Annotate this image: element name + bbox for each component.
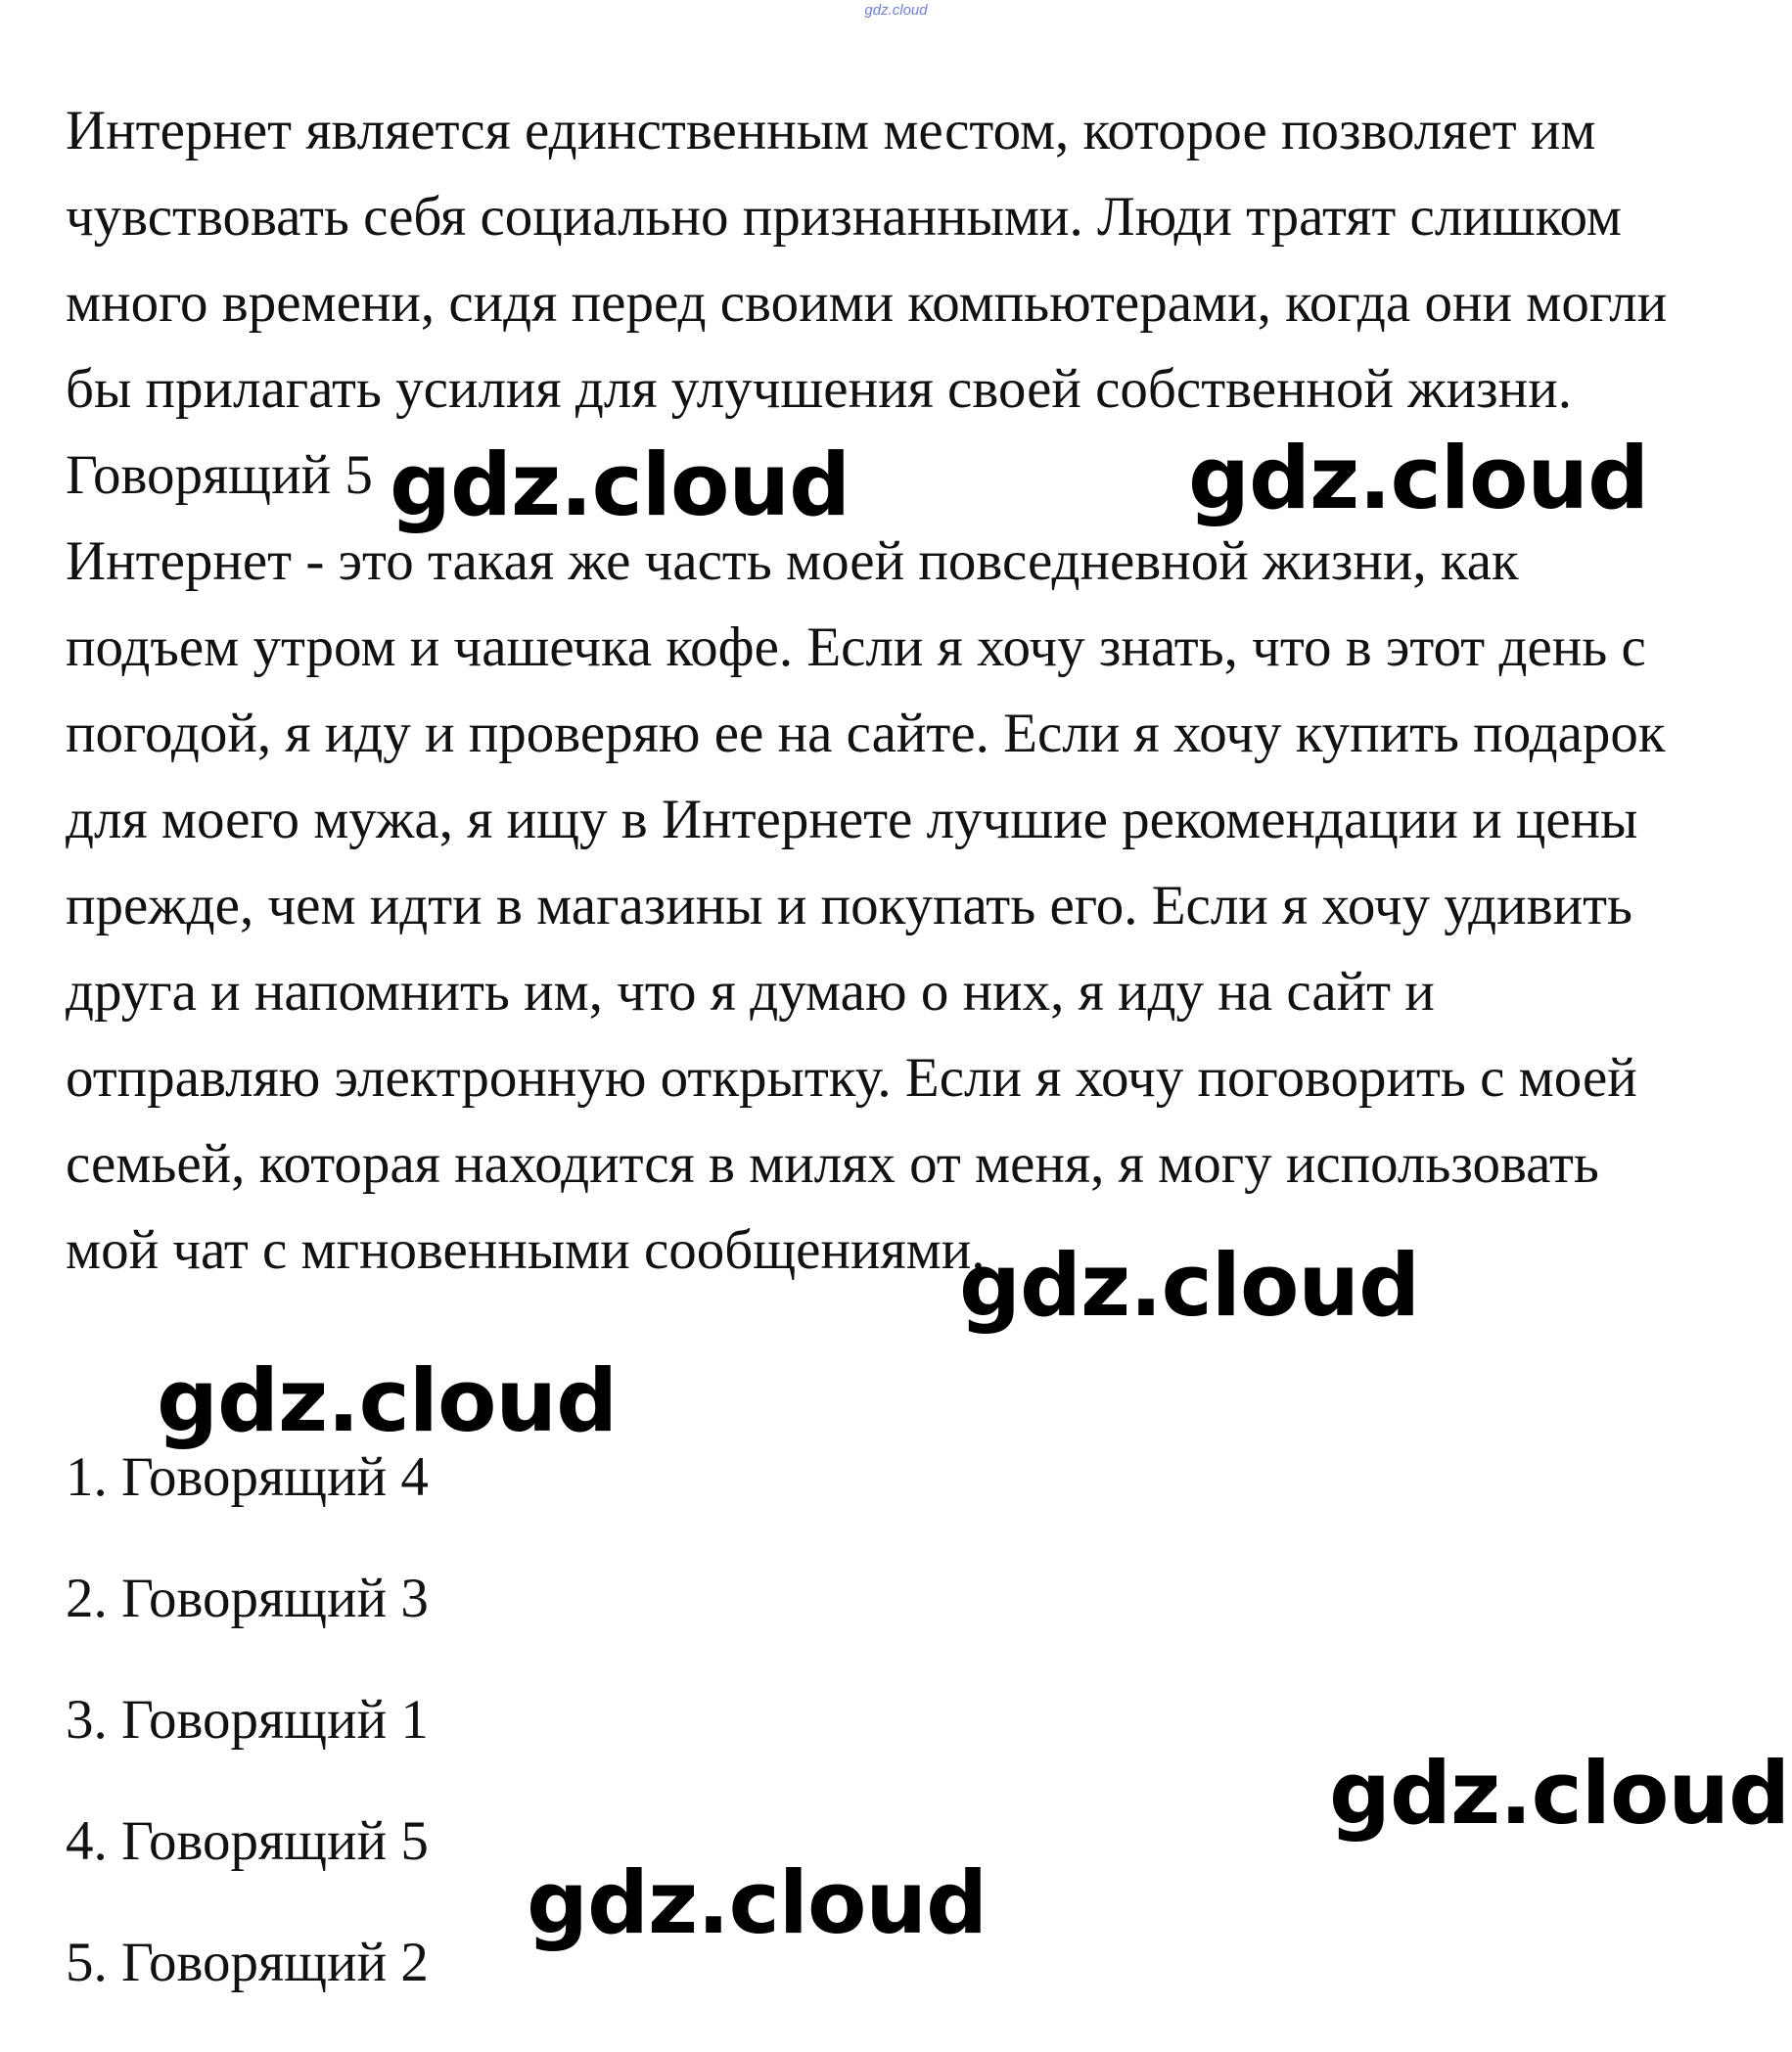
paragraph-line: друга и напомнить им, что я думаю о них, я иду на сайт и xyxy=(66,961,1435,1023)
answer-item: 1. Говорящий 4 xyxy=(66,1446,429,1508)
answer-item: 4. Говорящий 5 xyxy=(66,1810,429,1872)
answer-item: 5. Говорящий 2 xyxy=(66,1932,429,1993)
paragraph-line: прежде, чем идти в магазины и покупать его. Если я хочу удивить xyxy=(66,875,1633,936)
paragraph-line: погодой, я иду и проверяю ее на сайте. Если я хочу купить подарок xyxy=(66,703,1666,764)
answer-item: 2. Говорящий 3 xyxy=(66,1568,429,1629)
document-body xyxy=(66,88,1769,1294)
paragraph-line: Интернет является единственным местом, которое позволяет им xyxy=(66,100,1596,161)
watermark-logo: gdz.cloud xyxy=(527,1852,988,1953)
paragraph-line: бы прилагать усилия для улучшения своей собственной жизни. xyxy=(66,358,1572,420)
speaker-heading: Говорящий 5 xyxy=(66,444,373,506)
answer-list xyxy=(66,1438,429,2045)
paragraph-line: подъем утром и чашечка кофе. Если я хочу знать, что в этот день с xyxy=(66,616,1646,678)
watermark-logo: gdz.cloud xyxy=(390,434,850,535)
paragraph-line: мой чат с мгновенными сообщениями. xyxy=(66,1219,986,1281)
paragraph-line: отправляю электронную открытку. Если я хочу поговорить с моей xyxy=(66,1047,1637,1109)
header-watermark: gdz.cloud xyxy=(864,2,928,19)
answer-item: 3. Говорящий 1 xyxy=(66,1689,429,1751)
paragraph-line: много времени, сидя перед своими компьютерами, когда они могли xyxy=(66,272,1668,334)
paragraph-line: для моего мужа, я ищу в Интернете лучшие рекомендации и цены xyxy=(66,789,1638,850)
paragraph-line: Интернет - это такая же часть моей повседневной жизни, как xyxy=(66,530,1519,592)
watermark-logo: gdz.cloud xyxy=(959,1235,1420,1336)
paragraph-line: чувствовать себя социально признанными. Люди тратят слишком xyxy=(66,186,1622,248)
watermark-logo: gdz.cloud xyxy=(157,1350,618,1451)
watermark-logo: gdz.cloud xyxy=(1329,1743,1790,1844)
paragraph-line: семьей, которая находится в милях от меня, я могу использовать xyxy=(66,1133,1599,1195)
watermark-logo: gdz.cloud xyxy=(1188,428,1649,528)
